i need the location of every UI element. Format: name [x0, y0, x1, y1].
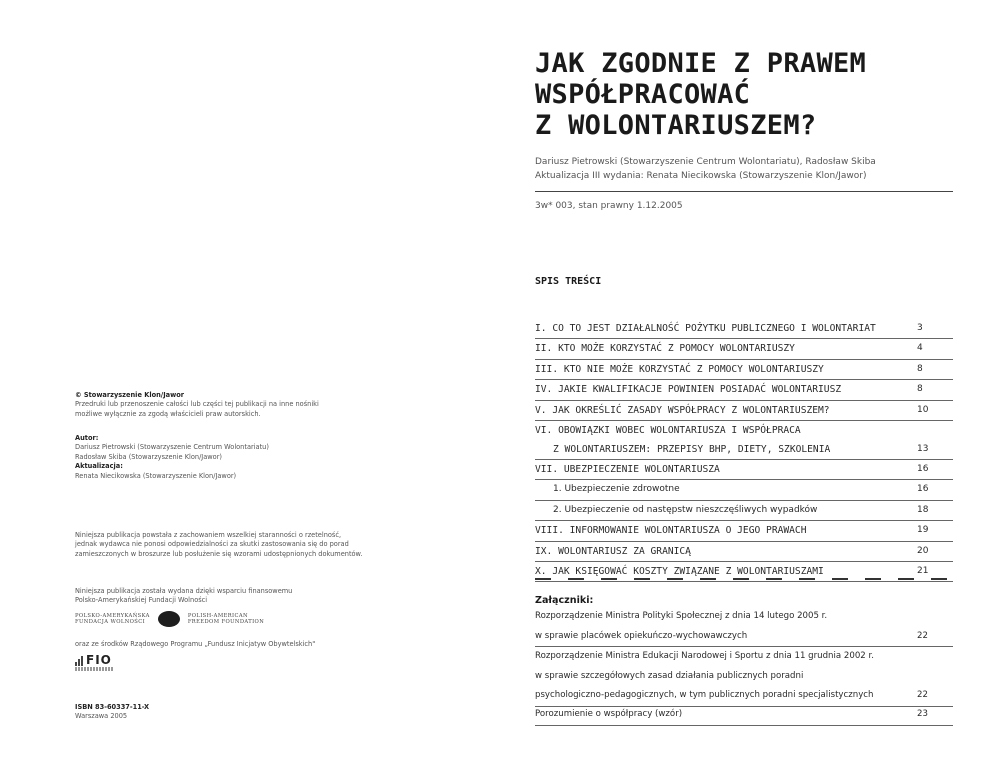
- attachment-line: w sprawie szczegółowych zasad działania publicznych poradni: [535, 670, 804, 681]
- authors-line: Dariusz Pietrowski (Stowarzyszenie Centrum Wolontariatu), Radosław Skiba: [535, 157, 876, 167]
- toc-label: III. KTO NIE MOŻE KORZYSTAĆ Z POMOCY WOLONTARIUSZY: [535, 363, 824, 375]
- toc-label: II. KTO MOŻE KORZYSTAĆ Z POMOCY WOLONTARIUSZY: [535, 343, 795, 355]
- title-line: JAK ZGODNIE Z PRAWEM: [535, 48, 867, 79]
- page-number: 16: [917, 484, 929, 495]
- table-of-contents: [535, 319, 953, 582]
- page-number: 23: [917, 709, 928, 719]
- attachment-line: [535, 686, 953, 706]
- page-number: 18: [917, 504, 929, 515]
- attachment-line: Rozporządzenie Ministra Edukacji Narodowej i Sportu z dnia 11 grudnia 2002 r.: [535, 651, 874, 661]
- toc-row[interactable]: [535, 460, 953, 480]
- attachment-line-text: psychologiczno-pedagogicznych, w tym publicznych poradni specjalistycznych: [535, 690, 874, 700]
- toc-label: 1. Ubezpieczenie zdrowotne: [553, 484, 680, 495]
- page-number: 20: [917, 545, 929, 556]
- toc-label: X. JAK KSIĘGOWAĆ KOSZTY ZWIĄZANE Z WOLONTARIUSZAMI: [535, 565, 824, 577]
- attachment-line: [535, 627, 953, 647]
- pafw-logo-en-line: POLISH-AMERICAN: [187, 612, 248, 619]
- toc-row[interactable]: [535, 521, 953, 541]
- attachment-line: Rozporządzenie Ministra Polityki Społecznej z dnia 14 lutego 2005 r.: [535, 611, 828, 621]
- toc-row[interactable]: [535, 380, 953, 400]
- title-line: WSPÓŁPRACOWAĆ: [535, 79, 751, 110]
- update-person: Renata Niecikowska (Stowarzyszenie Klon/Jawor): [75, 471, 237, 480]
- pafw-logo-en: [188, 613, 264, 625]
- copyright-note: Przedruki lub przenoszenie całości lub części tej publikacji na inne nośniki: [75, 400, 319, 409]
- support-line: Niniejsza publikacja została wydana dzięki wsparciu finansowemu: [75, 587, 293, 595]
- toc-row[interactable]: [535, 339, 953, 359]
- update-line: Aktualizacja III wydania: Renata Niecikowska (Stowarzyszenie Klon/Jawor): [535, 171, 867, 181]
- page-title: [535, 48, 965, 141]
- program-block: [75, 640, 375, 671]
- authors-block: [535, 155, 955, 183]
- page-number: 22: [917, 690, 928, 700]
- fio-logo: [75, 654, 375, 671]
- support-block: [75, 587, 375, 627]
- fio-bars-icon: [75, 656, 83, 666]
- disclaimer-line: Niniejsza publikacja powstała z zachowaniem wszelkiej staranności o rzetelność,: [75, 531, 342, 539]
- toc-row[interactable]: [535, 401, 953, 421]
- toc-label: 2. Ubezpieczenie od następstw nieszczęśliwych wypadków: [553, 504, 818, 515]
- attachment-line-text: w sprawie placówek opiekuńczo-wychowawczych: [535, 630, 748, 641]
- dashed-divider: [535, 578, 953, 580]
- isbn: ISBN 83-60337-11-X: [75, 703, 150, 711]
- title-line: Z WOLONTARIUSZEM?: [535, 110, 817, 141]
- pafw-logo-pl-line: POLSKO-AMERYKAŃSKA: [75, 612, 150, 619]
- toc-row[interactable]: [535, 360, 953, 380]
- author-label: Autor:: [75, 434, 99, 442]
- attachment-item[interactable]: [535, 607, 953, 647]
- support-line: Polsko-Amerykańskiej Fundacji Wolności: [75, 596, 208, 605]
- place-year: Warszawa 2005: [75, 712, 128, 721]
- page-number: 13: [917, 443, 929, 454]
- toc-row[interactable]: [535, 421, 953, 460]
- credits-block: [75, 434, 375, 481]
- author-name: Radosław Skiba (Stowarzyszenie Klon/Jawor): [75, 452, 222, 461]
- toc-row[interactable]: [535, 501, 953, 521]
- page-number: 4: [917, 343, 923, 354]
- toc-label: V. JAK OKREŚLIĆ ZASADY WSPÓŁPRACY Z WOLONTARIUSZEM?: [535, 404, 830, 416]
- toc-label: IV. JAKIE KWALIFIKACJE POWINIEN POSIADAĆ WOLONTARIUSZ: [535, 384, 842, 396]
- toc-label-continued: Z WOLONTARIUSZEM: PRZEPISY BHP, DIETY, SZKOLENIA: [553, 443, 831, 455]
- toc-label: VIII. INFORMOWANIE WOLONTARIUSZA O JEGO PRAWACH: [535, 525, 807, 537]
- attachment-item[interactable]: [535, 647, 953, 707]
- toc-heading: SPIS TREŚCI: [535, 276, 602, 287]
- divider: [535, 191, 953, 192]
- isbn-block: [75, 703, 375, 722]
- attachment-line-text: Porozumienie o współpracy (wzór): [535, 709, 683, 719]
- page-number: 19: [917, 525, 929, 536]
- update-label: Aktualizacja:: [75, 462, 123, 471]
- page-number: 8: [917, 384, 923, 395]
- attachments-heading: Załączniki:: [535, 595, 594, 606]
- page-number: 21: [917, 565, 929, 576]
- page-number: 16: [917, 463, 929, 474]
- copyright-note: możliwe wyłącznie za zgodą właścicieli praw autorskich.: [75, 409, 261, 418]
- program-line: oraz ze środków Rządowego Programu „Fundusz Inicjatyw Obywtelskich": [75, 640, 316, 648]
- toc-label: IX. WOLONTARIUSZ ZA GRANICĄ: [535, 545, 691, 557]
- pafw-logo-pl-line: FUNDACJA WOLNOŚCI: [75, 618, 146, 625]
- pafw-logo: [75, 611, 375, 627]
- disclaimer-line: zamieszczonych w broszurze lub posłużenie się wzorami udostępnionych dokumentów.: [75, 549, 363, 558]
- attachment-line: [535, 705, 953, 725]
- toc-row[interactable]: [535, 319, 953, 339]
- pafw-logo-pl: [75, 613, 150, 625]
- toc-label: I. CO TO JEST DZIAŁALNOŚĆ POŻYTKU PUBLICZNEGO I WOLONTARIAT: [535, 323, 876, 334]
- edition-line: 3w* 003, stan prawny 1.12.2005: [535, 201, 683, 211]
- copyright-block: [75, 391, 375, 419]
- toc-row[interactable]: [535, 480, 953, 500]
- toc-label: VI. OBOWIĄZKI WOBEC WOLONTARIUSZA I WSPÓŁPRACA: [535, 424, 801, 436]
- attachment-item[interactable]: [535, 705, 953, 726]
- page-number: 8: [917, 363, 923, 374]
- disclaimer-line: jednak wydawca nie ponosi odpowiedzialności za skutki zastosowania się do porad: [75, 540, 349, 549]
- author-name: Dariusz Pietrowski (Stowarzyszenie Centrum Wolontariatu): [75, 443, 269, 452]
- page-number: 22: [917, 630, 928, 641]
- fio-logo-text: FIO: [86, 653, 112, 668]
- toc-row[interactable]: [535, 542, 953, 562]
- fio-subtitle-icon: [75, 667, 113, 671]
- seal-icon: [158, 611, 180, 627]
- page-number: 10: [917, 404, 929, 415]
- copyright-holder: © Stowarzyszenie Klon/Jawor: [75, 391, 184, 399]
- toc-label: VII. UBEZPIECZENIE WOLONTARIUSZA: [535, 463, 720, 475]
- disclaimer-block: [75, 531, 375, 559]
- page-number: 3: [917, 323, 923, 333]
- pafw-logo-en-line: FREEDOM FOUNDATION: [187, 618, 265, 625]
